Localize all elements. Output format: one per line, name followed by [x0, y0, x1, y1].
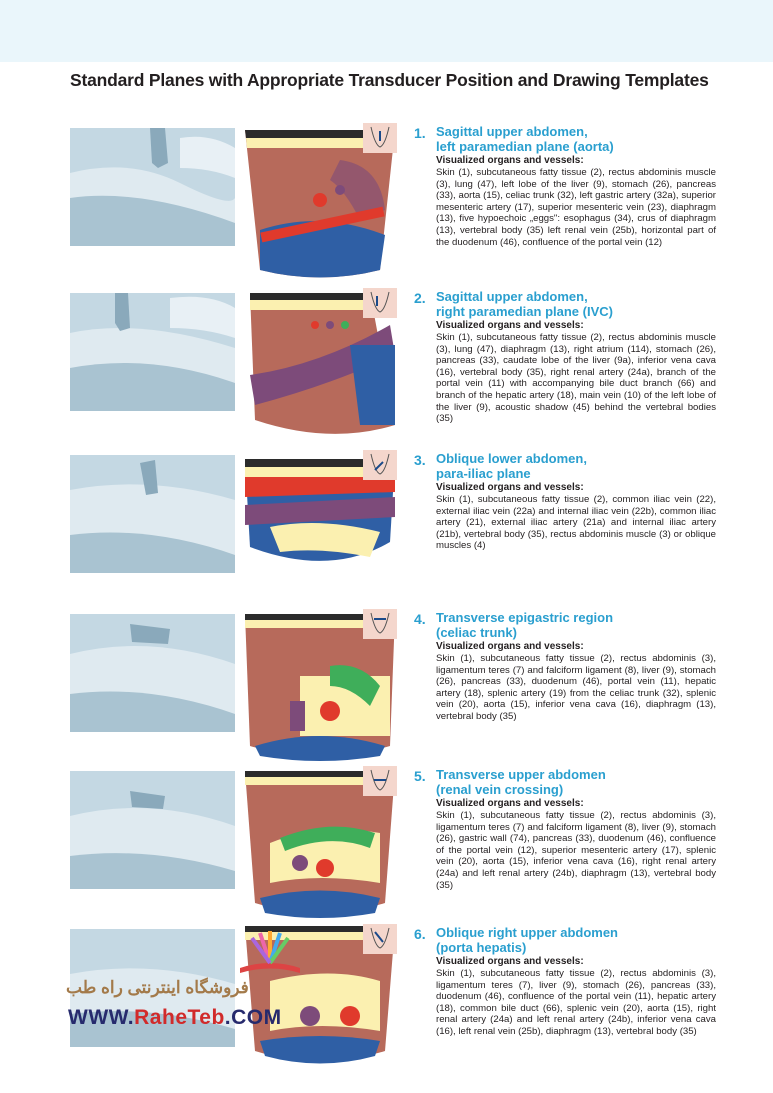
section-number: 2.	[414, 290, 426, 306]
body-plane-icon	[363, 924, 397, 954]
section-heading-line1: Oblique right upper abdomen	[436, 925, 618, 940]
section-description: Skin (1), subcutaneous fatty tissue (2), rectus abdominis (3), ligamentum teres (7) and falciform ligament (8), liver (9), stomach (26), pancreas (33), duodenum (46), portal vein (11), hepatic artery (18), splenic artery (19) from the celiac trunk (32), splenic vein (20), aorta (15), inferior vena cava (16), diaphragm (13), vertebral body (35)	[436, 653, 716, 722]
transducer-photo	[70, 128, 235, 246]
body-plane-icon	[363, 450, 397, 480]
transducer-photo	[70, 771, 235, 889]
section-heading-line2: para-iliac plane	[436, 465, 531, 481]
body-plane-icon	[363, 123, 397, 153]
body-plane-icon	[363, 766, 397, 796]
url-middle: RaheTeb	[134, 1006, 225, 1029]
section-heading-line2: left paramedian plane (aorta)	[436, 138, 614, 154]
body-plane-icon	[363, 288, 397, 318]
url-suffix: .COM	[224, 1006, 282, 1029]
section-description: Skin (1), subcutaneous fatty tissue (2), rectus abdominis (3), ligamentum teres (7), liver (9), stomach (26), pancreas (33), duodenum (46), confluence of the portal vein (11), hepatic artery (18), common bile duct (66), splenic vein (20), aorta (15), right renal artery (24a) and left renal artery (24b), inferior vena cava (16), left renal vein (25b), diaphragm (13), vertebral body (35)	[436, 968, 716, 1037]
section-heading-line1: Transverse epigastric region	[436, 610, 614, 625]
section-number: 3.	[414, 452, 426, 468]
section-number: 6.	[414, 926, 426, 942]
section-heading-line2: (celiac trunk)	[436, 624, 517, 640]
visualized-label: Visualized organs and vessels:	[436, 482, 584, 493]
section-heading-line1: Oblique lower abdomen,	[436, 451, 587, 466]
watermark	[62, 928, 342, 1038]
section-text	[414, 610, 716, 723]
visualized-label: Visualized organs and vessels:	[436, 155, 584, 166]
body-plane-icon	[363, 609, 397, 639]
section-heading-line1: Transverse upper abdomen	[436, 767, 606, 782]
transducer-photo	[70, 614, 235, 732]
url-prefix: WWW.	[68, 1006, 135, 1029]
section-heading-line2: (renal vein crossing)	[436, 781, 564, 797]
visualized-label: Visualized organs and vessels:	[436, 320, 584, 331]
section-text	[414, 124, 716, 248]
header-band	[0, 0, 773, 62]
section-3	[0, 451, 773, 605]
visualized-label: Visualized organs and vessels:	[436, 641, 584, 652]
section-text	[414, 767, 716, 891]
transducer-photo	[70, 293, 235, 411]
section-heading-line1: Sagittal upper abdomen,	[436, 124, 588, 139]
section-2	[0, 289, 773, 443]
section-text	[414, 925, 716, 1038]
watermark-persian-text: فروشگاه اینترنتی راه طب	[66, 978, 249, 997]
book-logo-icon	[230, 928, 310, 978]
section-description: Skin (1), subcutaneous fatty tissue (2), rectus abdominis muscle (3), lung (47), left lobe of the liver (9), stomach (26), pancreas (33), aorta (15), celiac trunk (32), left gastric artery (32a), superior mesenteric artery (17), superior mesenteric vein (23), diaphragm (13), five hypoechoic „eggs": esophagus (34), crus of diaphragm (13), vertebral body (35) left renal vein (25b), horizontal part of the duodenum (46), confluence of the portal vein (12)	[436, 167, 716, 248]
page-title: Standard Planes with Appropriate Transducer Position and Drawing Templates	[70, 70, 709, 90]
section-heading-line1: Sagittal upper abdomen,	[436, 289, 588, 304]
section-heading-line2: right paramedian plane (IVC)	[436, 303, 613, 319]
section-description: Skin (1), subcutaneous fatty tissue (2), rectus abdominis muscle (3), lung (47), diaphragm (13), right atrium (114), stomach (26), pancreas (33), caudate lobe of the liver (9a), inferior vena cava (16), vertebral body (35), right renal artery (24a), branch of the portal vein (11) with accompanying bile duct branch (66) and branch of the hepatic artery (18), main vein (10) of the left lobe of the liver (9), acoustic shadow (45) behind the vertebral bodies (35)	[436, 332, 716, 425]
section-description: Skin (1), subcutaneous fatty tissue (2), common iliac vein (22), external iliac vein (22a) and internal iliac vein (22b), common iliac artery (21), external iliac artery (21a) and internal iliac artery (21b), vertebral body (35), rectus abdominis muscle (3) or oblique muscles (4)	[436, 494, 716, 552]
section-heading-line2: (porta hepatis)	[436, 939, 527, 955]
section-number: 1.	[414, 125, 426, 141]
section-text	[414, 451, 716, 552]
section-4	[0, 610, 773, 764]
section-1	[0, 124, 773, 278]
transducer-photo	[70, 455, 235, 573]
section-number: 4.	[414, 611, 426, 627]
watermark-url	[68, 1006, 282, 1030]
visualized-label: Visualized organs and vessels:	[436, 798, 584, 809]
visualized-label: Visualized organs and vessels:	[436, 956, 584, 967]
section-description: Skin (1), subcutaneous fatty tissue (2), rectus abdominis (3), ligamentum teres (7) and falciform ligament (8), liver (9), stomach (26), gastric wall (74), pancreas (33), duodenum (46), confluence of the portal vein (12), superior mesenteric artery (17), splenic vein (20), aorta (15), inferior vena cava (16), right renal artery (24a) and left renal artery (24b), diaphragm (13), vertebral body (35)	[436, 810, 716, 891]
section-number: 5.	[414, 768, 426, 784]
section-text	[414, 289, 716, 425]
section-5	[0, 767, 773, 921]
